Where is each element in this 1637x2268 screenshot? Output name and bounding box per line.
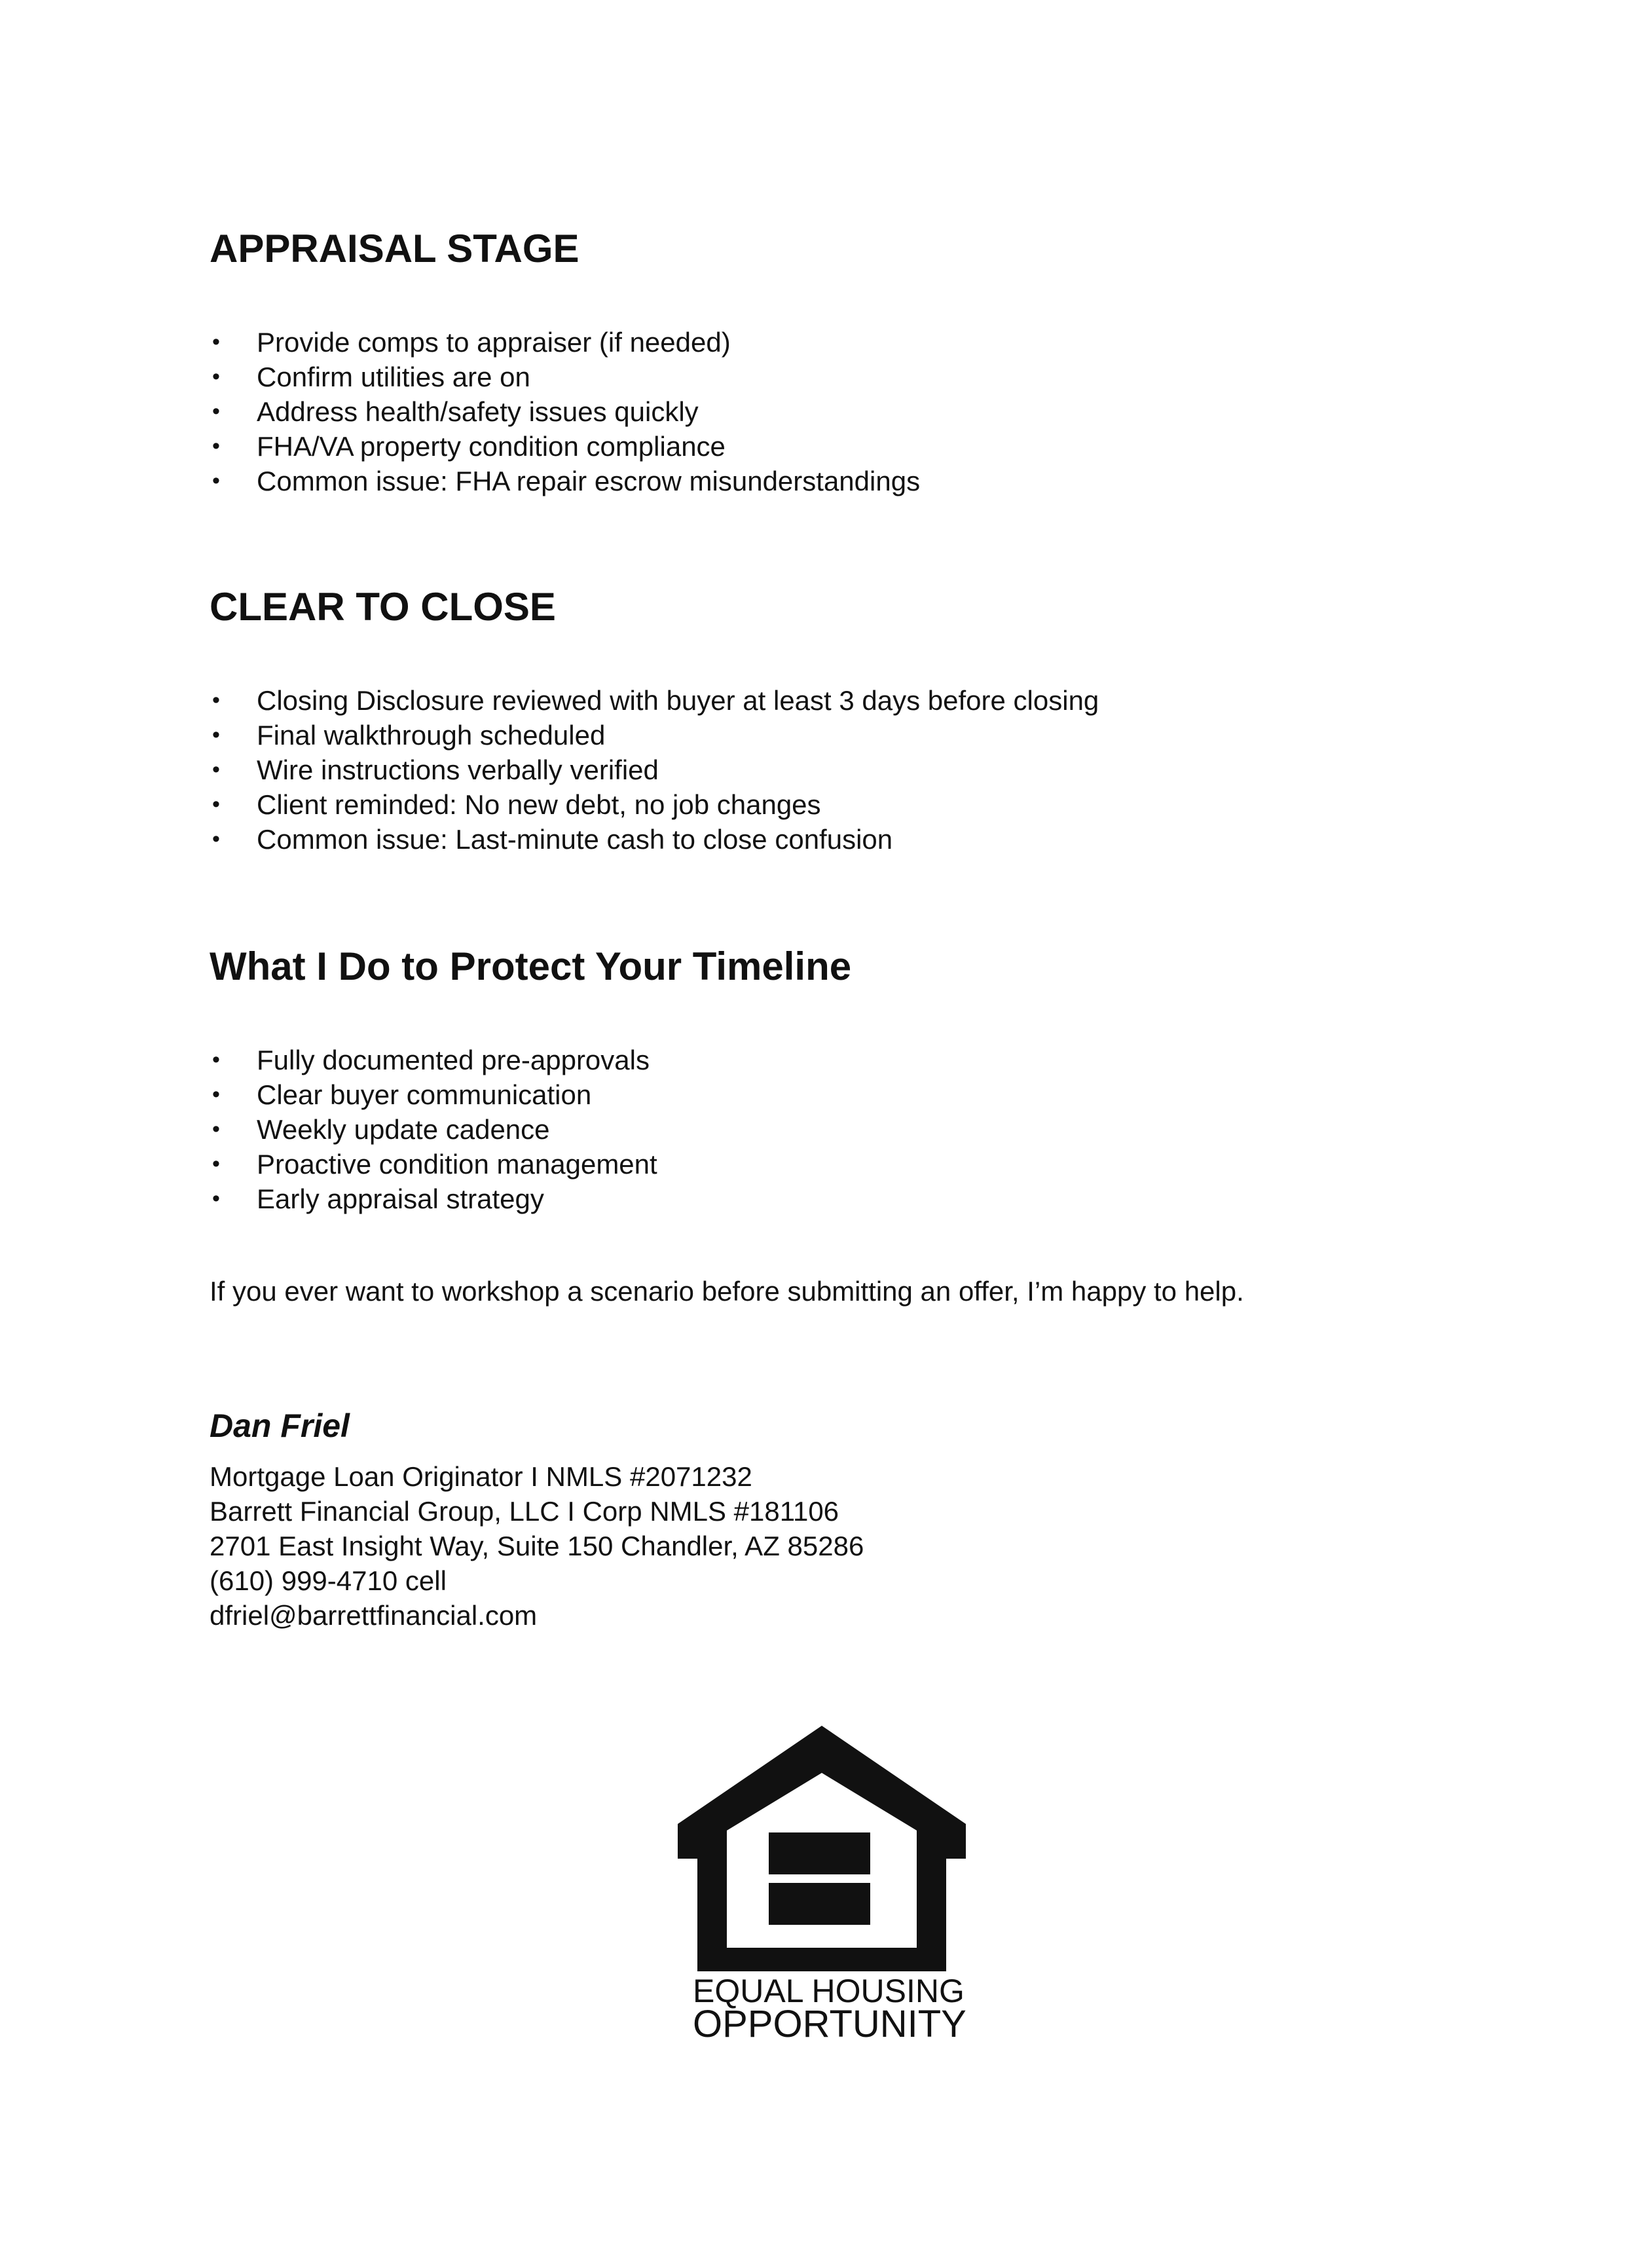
- list-item: • Weekly update cadence: [210, 1112, 657, 1147]
- appraisal-stage-list: [210, 325, 920, 498]
- list-item: • Confirm utilities are on: [210, 360, 920, 394]
- equal-housing-house-icon: [668, 1719, 976, 1981]
- list-item: • Common issue: FHA repair escrow misunderstandings: [210, 464, 920, 498]
- bullet-icon: •: [212, 1186, 220, 1211]
- list-item: • Proactive condition management: [210, 1147, 657, 1181]
- section-heading-clear-to-close: CLEAR TO CLOSE: [210, 585, 556, 629]
- list-item: • Early appraisal strategy: [210, 1181, 657, 1216]
- bullet-icon: •: [212, 434, 220, 458]
- list-item: • FHA/VA property condition compliance: [210, 429, 920, 464]
- equal-bar-top: [769, 1832, 870, 1874]
- bullet-icon: •: [212, 1151, 220, 1176]
- clear-to-close-list: [210, 683, 1099, 857]
- signature-company-line: Barrett Financial Group, LLC I Corp NMLS #181106: [210, 1496, 839, 1527]
- equal-bar-bottom: [769, 1883, 870, 1925]
- signature-block: [210, 1459, 864, 1633]
- list-item: • Wire instructions verbally verified: [210, 753, 1099, 787]
- closing-paragraph: If you ever want to workshop a scenario before submitting an offer, I’m happy to help.: [210, 1276, 1244, 1307]
- list-item: • Final walkthrough scheduled: [210, 718, 1099, 753]
- signature-title-line: Mortgage Loan Originator I NMLS #2071232: [210, 1461, 752, 1492]
- bullet-icon: •: [212, 722, 220, 747]
- bullet-icon: •: [212, 688, 220, 713]
- bullet-icon: •: [212, 329, 220, 354]
- equal-housing-logo: [668, 1719, 976, 2045]
- bullet-icon: •: [212, 364, 220, 389]
- section-heading-appraisal-stage: APPRAISAL STAGE: [210, 227, 579, 270]
- bullet-icon: •: [212, 399, 220, 424]
- list-item: • Fully documented pre-approvals: [210, 1043, 657, 1077]
- list-item: • Clear buyer communication: [210, 1077, 657, 1112]
- list-item: • Provide comps to appraiser (if needed): [210, 325, 920, 360]
- list-item: • Address health/safety issues quickly: [210, 394, 920, 429]
- section-heading-protect-timeline: What I Do to Protect Your Timeline: [210, 944, 852, 988]
- logo-text-equal-housing: EQUAL HOUSING: [693, 1973, 965, 2009]
- bullet-icon: •: [212, 1117, 220, 1142]
- signature-name: Dan Friel: [210, 1407, 350, 1444]
- list-item: • Client reminded: No new debt, no job changes: [210, 787, 1099, 822]
- logo-text-opportunity: OPPORTUNITY: [693, 2003, 966, 2045]
- signature-email-line: dfriel@barrettfinancial.com: [210, 1600, 538, 1631]
- bullet-icon: •: [212, 1082, 220, 1107]
- list-item: • Common issue: Last-minute cash to close confusion: [210, 822, 1099, 857]
- signature-phone-line: (610) 999-4710 cell: [210, 1565, 447, 1596]
- bullet-icon: •: [212, 757, 220, 782]
- bullet-icon: •: [212, 468, 220, 493]
- bullet-icon: •: [212, 1047, 220, 1072]
- protect-timeline-list: [210, 1043, 657, 1216]
- bullet-icon: •: [212, 827, 220, 851]
- list-item: • Closing Disclosure reviewed with buyer at least 3 days before closing: [210, 683, 1099, 718]
- signature-address-line: 2701 East Insight Way, Suite 150 Chandler, AZ 85286: [210, 1531, 864, 1561]
- bullet-icon: •: [212, 792, 220, 817]
